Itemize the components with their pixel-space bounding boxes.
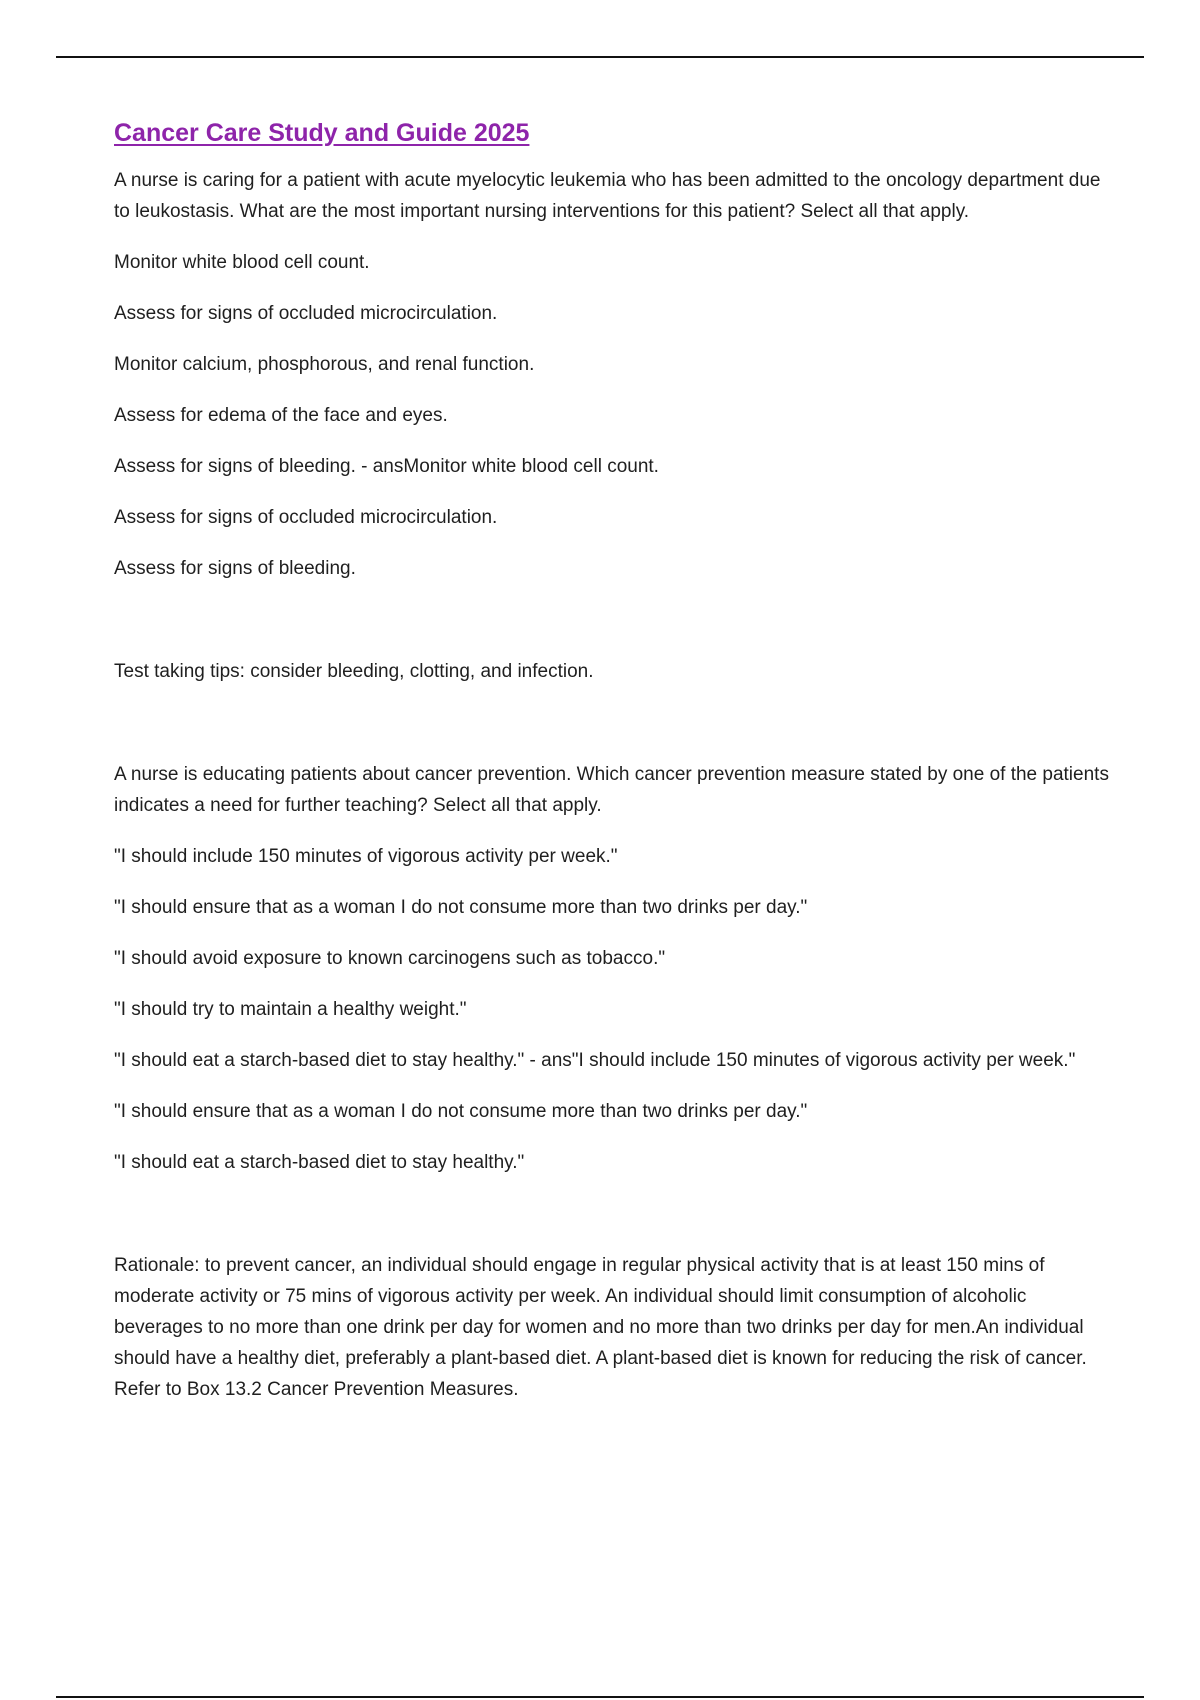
question-text: A nurse is educating patients about cancer prevention. Which cancer prevention measure stated by one of the patients indicates a need for further teaching? Select all that apply. [114,764,1109,816]
document-title: Cancer Care Study and Guide 2025 [114,119,530,147]
answer-option: Assess for signs of bleeding. - ansMonitor white blood cell count. [114,456,659,477]
answer-option: "I should include 150 minutes of vigorous activity per week." [114,846,618,867]
answer-option: Assess for signs of occluded microcirculation. [114,507,498,528]
document-page [114,116,1114,1425]
answer-option: Monitor calcium, phosphorous, and renal function. [114,354,535,375]
answer-option: "I should ensure that as a woman I do not consume more than two drinks per day." [114,1101,808,1122]
answer-option: Assess for signs of bleeding. [114,558,356,579]
bottom-rule [56,1696,1144,1698]
question-block-2 [114,759,1114,1405]
spacer [114,604,1114,656]
top-rule [56,56,1144,58]
answer-option: Assess for signs of occluded microcirculation. [114,303,498,324]
answer-option: Monitor white blood cell count. [114,252,370,273]
answer-option: Assess for edema of the face and eyes. [114,405,448,426]
answer-option: "I should eat a starch-based diet to stay healthy." - ans"I should include 150 minutes of vigorous activity per week." [114,1050,1076,1071]
spacer [114,1198,1114,1250]
test-taking-tip: Test taking tips: consider bleeding, clotting, and infection. [114,661,594,682]
question-text: A nurse is caring for a patient with acute myelocytic leukemia who has been admitted to the oncology department due to leukostasis. What are the most important nursing interventions for this patient? Select all that apply. [114,170,1101,222]
question-block-1 [114,165,1114,759]
spacer [114,707,1114,759]
rationale-text: Rationale: to prevent cancer, an individual should engage in regular physical activity that is at least 150 mins of moderate activity or 75 mins of vigorous activity per week. An individual should limit consumption of alcoholic beverages to no more than one drink per day for women and no more than two drinks per day for men.An individual should have a healthy diet, preferably a plant-based diet. A plant-based diet is known for reducing the risk of cancer. Refer to Box 13.2 Cancer Prevention Measures. [114,1255,1087,1400]
answer-option: "I should ensure that as a woman I do not consume more than two drinks per day." [114,897,808,918]
answer-option: "I should eat a starch-based diet to stay healthy." [114,1152,525,1173]
answer-option: "I should avoid exposure to known carcinogens such as tobacco." [114,948,666,969]
answer-option: "I should try to maintain a healthy weight." [114,999,467,1020]
